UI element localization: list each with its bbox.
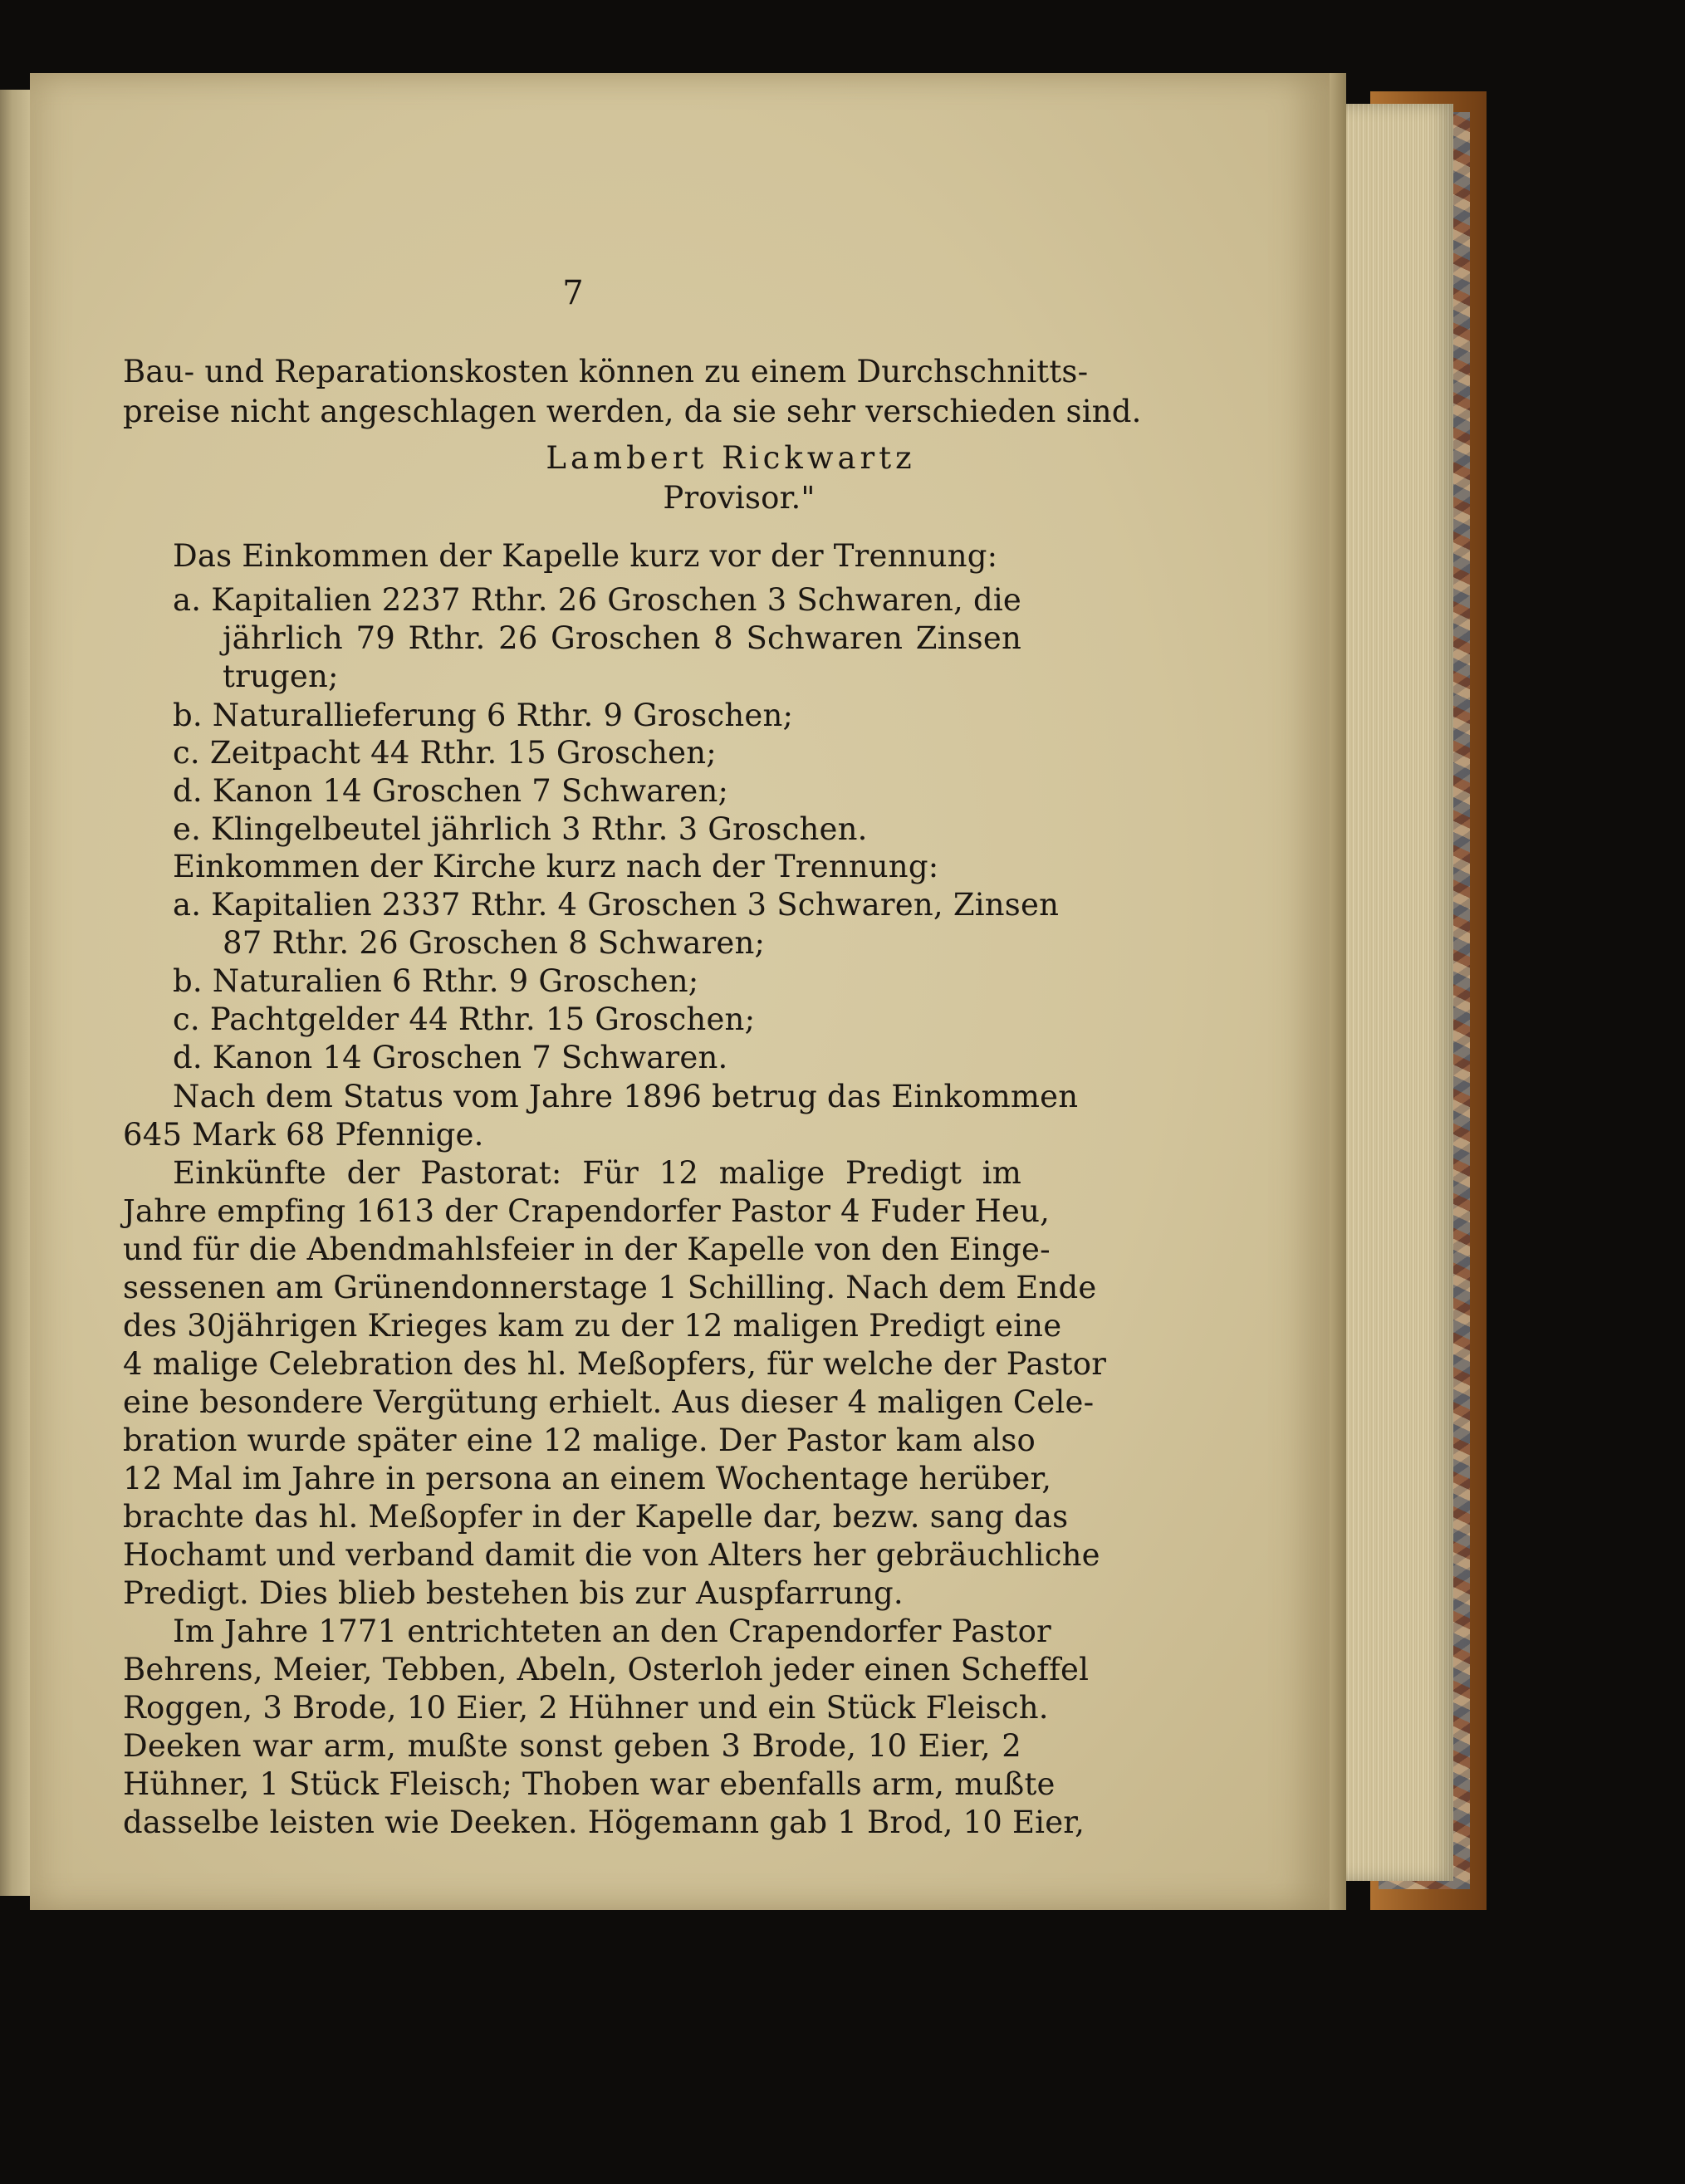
signature-title: Provisor."	[663, 480, 816, 516]
list-item: d. Kanon 14 Groschen 7 Schwaren.	[173, 1040, 728, 1075]
text-line: Jahre empfing 1613 der Crapendorfer Pastor 4 Fuder Heu,	[123, 1193, 1051, 1229]
text-line: Hühner, 1 Stück Fleisch; Thoben war ebenfalls arm, mußte	[123, 1766, 1056, 1802]
list-item: b. Naturalien 6 Rthr. 9 Groschen;	[173, 963, 699, 999]
text-line: Einkünfte der Pastorat: Für 12 malige Predigt im	[173, 1155, 1021, 1191]
text-line: eine besondere Vergütung erhielt. Aus dieser 4 maligen Cele-	[123, 1384, 1095, 1420]
text-line: Hochamt und verband damit die von Alters her gebräuchliche	[123, 1537, 1100, 1573]
text-line: preise nicht angeschlagen werden, da sie sehr verschieden sind.	[123, 394, 1142, 429]
list-item: d. Kanon 14 Groschen 7 Schwaren;	[173, 773, 729, 809]
list-item: a. Kapitalien 2337 Rthr. 4 Groschen 3 Schwaren, Zinsen	[173, 887, 1060, 923]
list-item-continued: trugen;	[223, 659, 339, 694]
text-line: des 30jährigen Krieges kam zu der 12 maligen Predigt eine	[123, 1308, 1062, 1344]
text-line: 645 Mark 68 Pfennige.	[123, 1117, 484, 1153]
text-line: dasselbe leisten wie Deeken. Högemann gab 1 Brod, 10 Eier,	[123, 1804, 1085, 1840]
list-item: c. Pachtgelder 44 Rthr. 15 Groschen;	[173, 1001, 756, 1037]
text-line: brachte das hl. Meßopfer in der Kapelle dar, bezw. sang das	[123, 1499, 1069, 1535]
text-line: Einkommen der Kirche kurz nach der Trennung:	[173, 849, 939, 884]
text-line: Roggen, 3 Brode, 10 Eier, 2 Hühner und ein Stück Fleisch.	[123, 1690, 1049, 1726]
text-line: bration wurde später eine 12 malige. Der Pastor kam also	[123, 1423, 1036, 1458]
text-line: 4 malige Celebration des hl. Meßopfers, für welche der Pastor	[123, 1346, 1107, 1382]
list-item: c. Zeitpacht 44 Rthr. 15 Groschen;	[173, 735, 717, 771]
signature-name: Lambert Rickwartz	[546, 440, 916, 476]
text-line: Im Jahre 1771 entrichteten an den Crapendorfer Pastor	[173, 1614, 1051, 1649]
text-line: Nach dem Status vom Jahre 1896 betrug das Einkommen	[173, 1079, 1079, 1114]
list-item-continued: 87 Rthr. 26 Groschen 8 Schwaren;	[223, 925, 766, 961]
text-line: Deeken war arm, mußte sonst geben 3 Brode, 10 Eier, 2	[123, 1728, 1021, 1764]
text-line: und für die Abendmahlsfeier in der Kapelle von den Einge-	[123, 1232, 1051, 1267]
page-number: 7	[562, 274, 584, 312]
list-item: a. Kapitalien 2237 Rthr. 26 Groschen 3 Schwaren, die	[173, 582, 1021, 618]
text-line: Predigt. Dies blieb bestehen bis zur Auspfarrung.	[123, 1575, 904, 1611]
list-item: e. Klingelbeutel jährlich 3 Rthr. 3 Groschen.	[173, 811, 868, 847]
text-line: Das Einkommen der Kapelle kurz vor der Trennung:	[173, 538, 998, 574]
list-item: b. Naturallieferung 6 Rthr. 9 Groschen;	[173, 698, 794, 733]
list-item-continued: jährlich 79 Rthr. 26 Groschen 8 Schwaren Zinsen	[223, 620, 1021, 656]
text-line: sessenen am Grünendonnerstage 1 Schilling. Nach dem Ende	[123, 1270, 1097, 1305]
text-line: 12 Mal im Jahre in persona an einem Wochentage herüber,	[123, 1461, 1052, 1496]
text-line: Bau- und Reparationskosten können zu einem Durchschnitts-	[123, 354, 1089, 389]
text-line: Behrens, Meier, Tebben, Abeln, Osterloh jeder einen Scheffel	[123, 1652, 1090, 1687]
